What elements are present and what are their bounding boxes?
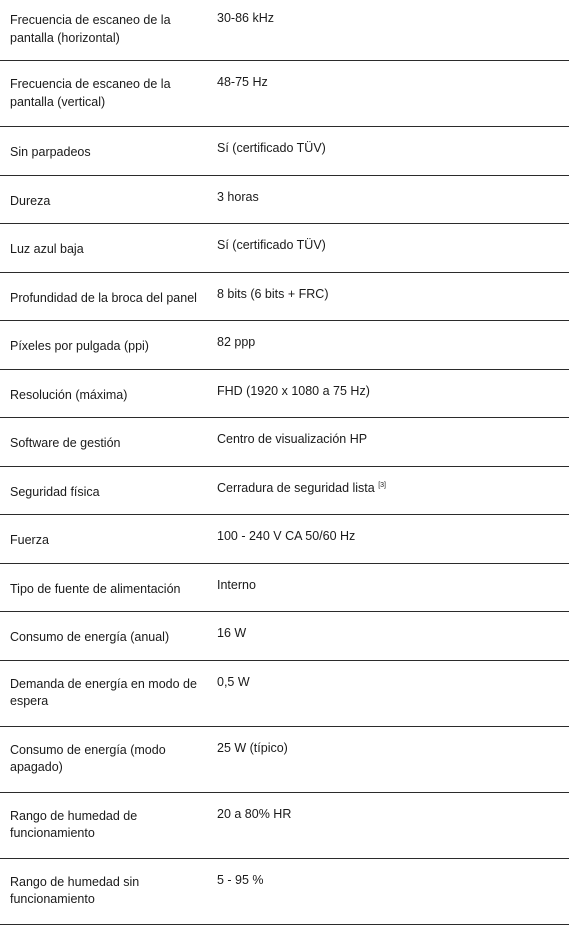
spec-row — [0, 564, 569, 613]
spec-label: Frecuencia de escaneo de la pantalla (horizontal) — [10, 13, 171, 45]
spec-value — [217, 577, 569, 612]
spec-value — [217, 286, 569, 321]
spec-value-text: 48-75 Hz — [217, 75, 268, 89]
spec-value — [217, 334, 569, 369]
spec-row — [0, 321, 569, 370]
spec-value — [217, 480, 569, 515]
spec-row — [0, 418, 569, 467]
spec-value — [217, 74, 569, 126]
spec-label: Frecuencia de escaneo de la pantalla (vertical) — [10, 77, 171, 109]
spec-value — [217, 383, 569, 418]
spec-label: Profundidad de la broca del panel — [10, 290, 197, 305]
spec-value-text: 0,5 W — [217, 674, 250, 689]
spec-row — [0, 467, 569, 516]
spec-value-text: FHD (1920 x 1080 a 75 Hz) — [217, 383, 370, 398]
spec-value — [217, 806, 569, 858]
spec-value-text: Sí (certificado TÜV) — [217, 141, 326, 155]
spec-value-text: 25 W (típico) — [217, 740, 288, 755]
spec-row — [0, 661, 569, 727]
spec-value — [217, 189, 569, 224]
spec-row — [0, 176, 569, 225]
spec-row — [0, 515, 569, 564]
spec-row — [0, 727, 569, 793]
spec-value-text: 82 ppp — [217, 335, 256, 349]
spec-label: Software de gestión — [10, 436, 121, 450]
spec-label: Píxeles por pulgada (ppi) — [10, 339, 149, 353]
spec-label: Rango de humedad sin funcionamiento — [10, 874, 140, 906]
spec-value-text: 20 a 80% HR — [217, 806, 292, 821]
spec-value-text: 8 bits (6 bits + FRC) — [217, 286, 329, 301]
spec-value-text: 30-86 kHz — [217, 11, 274, 25]
spec-value-text: Centro de visualización HP — [217, 432, 368, 446]
spec-value-text: 3 horas — [217, 189, 259, 204]
spec-value — [217, 528, 569, 563]
spec-label: Tipo de fuente de alimentación — [10, 581, 181, 596]
spec-value — [217, 431, 569, 466]
footnote-reference[interactable]: [3] — [378, 481, 387, 489]
spec-row — [0, 224, 569, 273]
spec-label: Consumo de energía (anual) — [10, 630, 170, 644]
spec-label: Luz azul baja — [10, 242, 84, 256]
spec-value — [217, 674, 569, 726]
spec-row — [0, 127, 569, 176]
spec-label: Demanda de energía en modo de espera — [10, 676, 197, 708]
spec-value — [217, 625, 569, 660]
spec-value — [217, 872, 569, 924]
spec-value — [217, 10, 569, 60]
spec-value — [217, 740, 569, 792]
spec-label: Dureza — [10, 193, 51, 208]
spec-value-text: Sí (certificado TÜV) — [217, 238, 326, 252]
spec-row — [0, 793, 569, 859]
spec-row — [0, 61, 569, 127]
spec-value-text: Cerradura de seguridad lista — [217, 480, 375, 495]
spec-row — [0, 273, 569, 322]
spec-row — [0, 0, 569, 61]
spec-label: Seguridad física — [10, 484, 100, 499]
spec-value-text: 16 W — [217, 626, 247, 640]
spec-label: Fuerza — [10, 533, 49, 547]
spec-label: Sin parpadeos — [10, 145, 91, 159]
spec-value-text: 5 - 95 % — [217, 872, 264, 887]
spec-row — [0, 370, 569, 419]
spec-value — [217, 237, 569, 272]
spec-row — [0, 612, 569, 661]
spec-value-text: Interno — [217, 577, 256, 592]
spec-value — [217, 140, 569, 175]
spec-label: Consumo de energía (modo apagado) — [10, 742, 166, 774]
spec-row — [0, 859, 569, 925]
spec-label: Rango de humedad de funcionamiento — [10, 808, 138, 840]
spec-label: Resolución (máxima) — [10, 387, 128, 402]
spec-value-text: 100 - 240 V CA 50/60 Hz — [217, 529, 356, 543]
